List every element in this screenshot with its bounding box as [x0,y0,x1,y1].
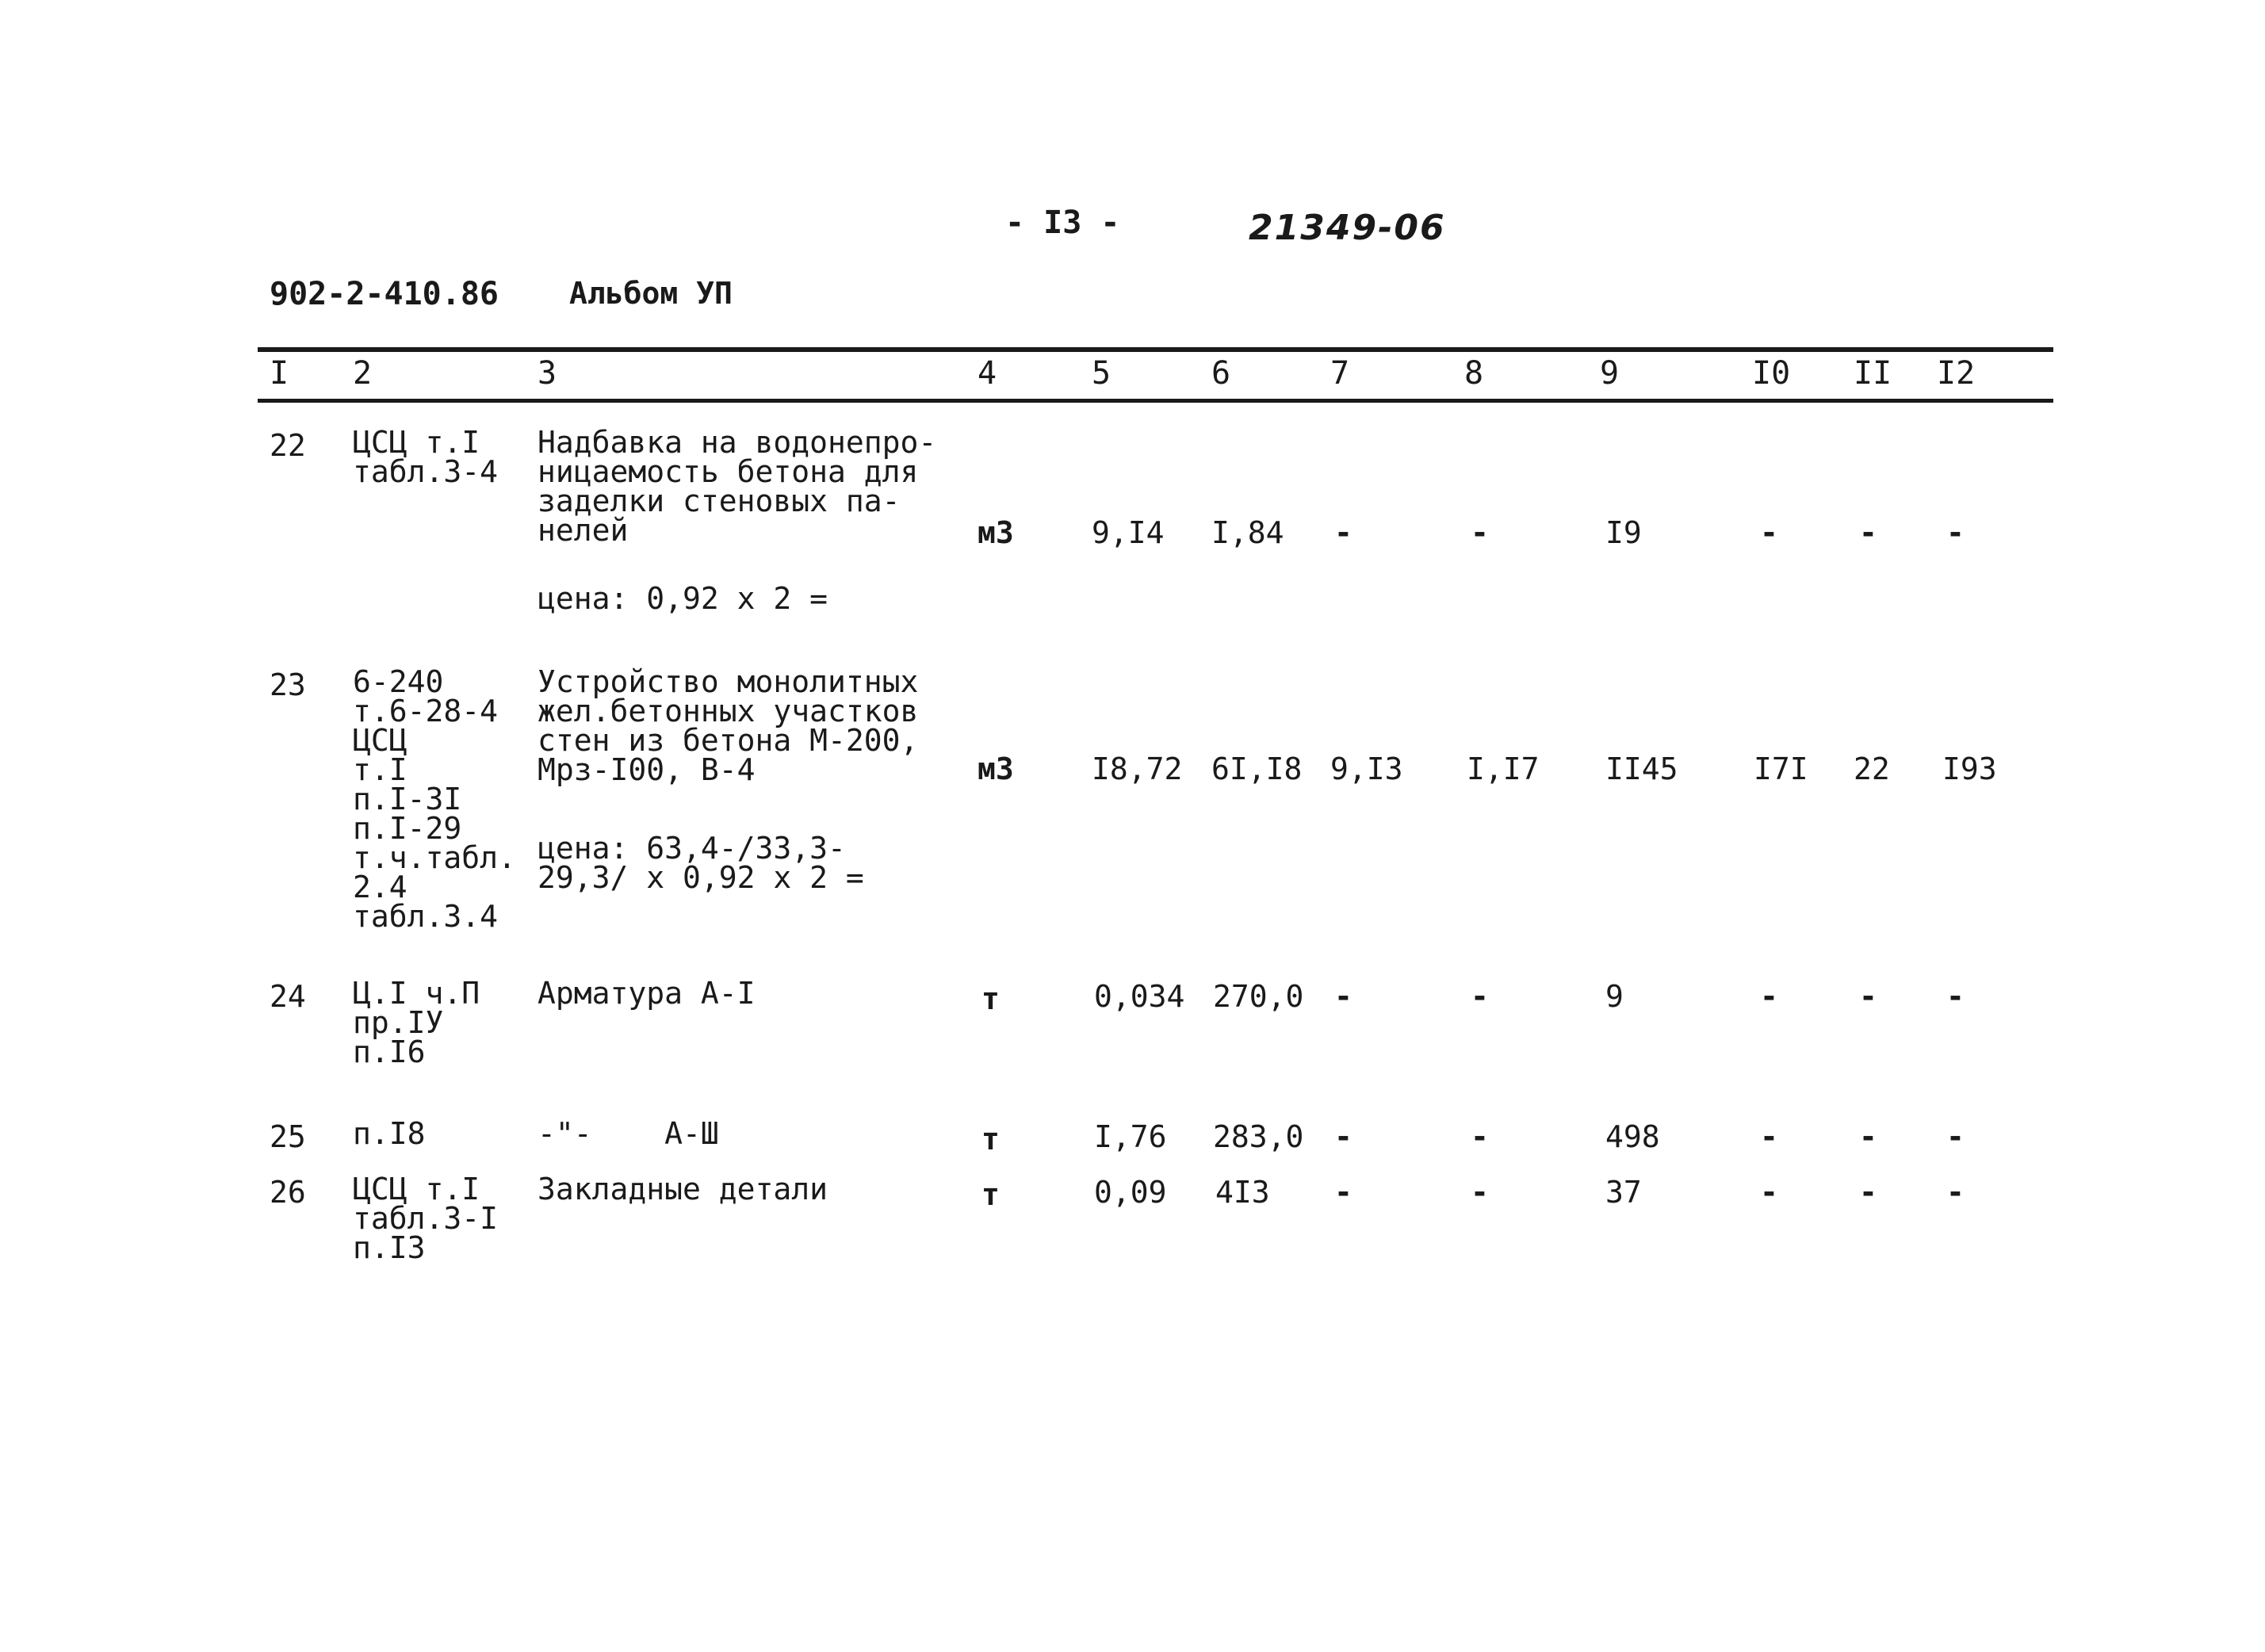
album-label: Альбом УП [569,276,733,311]
cell-col8: - [1471,979,1489,1014]
price-reference: Ц.I ч.П пр.IУ п.I6 [353,976,480,1069]
cell-col6: 270,0 [1213,979,1304,1014]
price-reference: п.I8 [353,1116,426,1151]
row-number: 23 [270,667,306,702]
cell-col10: - [1760,515,1778,550]
col-header-6: 6 [1211,355,1231,392]
col-header-10: I0 [1752,355,1791,392]
price-formula: цена: 0,92 х 2 = [538,581,828,616]
cell-col11: - [1859,1119,1877,1154]
cell-col9: I9 [1605,515,1642,550]
cell-col6: 6I,I8 [1211,751,1303,786]
row-number: 22 [270,428,306,463]
cell-col11: - [1859,979,1877,1014]
cell-col11: - [1859,515,1877,550]
cell-col12: - [1946,515,1965,550]
cell-col12: - [1946,1119,1965,1154]
col-header-3: 3 [538,355,557,392]
cell-col10: - [1760,979,1778,1014]
cell-col7: - [1334,1175,1352,1210]
cell-col8: - [1471,1175,1489,1210]
col-header-11: II [1854,355,1892,392]
cell-col12: I93 [1942,751,1997,786]
handwritten-code: 21349-06 [1249,208,1446,248]
cell-col7: - [1334,1119,1352,1154]
table-top-rule [258,347,2053,352]
work-description: Устройство монолитных жел.бетонных участков стен из бетона М-200, Мрз-I00, В-4 [538,664,919,787]
col-header-2: 2 [353,355,373,392]
cell-col7: - [1334,979,1352,1014]
price-reference: ЦСЦ т.I табл.3-4 [353,425,499,489]
cell-col12: - [1946,979,1965,1014]
work-description: Надбавка на водонепро- ницаемость бетона для заделки стеновых па- нелей [538,425,937,548]
cell-col8: - [1471,1119,1489,1154]
cell-col9: 9 [1605,979,1624,1014]
cell-col11: 22 [1854,751,1890,786]
work-description: Арматура А-I [538,976,756,1011]
cell-col5: 0,09 [1094,1175,1167,1210]
cell-col9: 498 [1605,1119,1660,1154]
cell-col6: 283,0 [1213,1119,1304,1154]
unit: т [981,981,1000,1016]
cell-col10: I7I [1754,751,1808,786]
unit: м3 [978,751,1014,786]
unit: т [981,1122,1000,1157]
col-header-8: 8 [1464,355,1484,392]
unit: м3 [978,515,1014,550]
cell-col7: 9,I3 [1330,751,1403,786]
cell-col7: - [1334,515,1352,550]
cell-col8: I,I7 [1467,751,1540,786]
page-number: - I3 - [1005,205,1120,241]
cell-col9: II45 [1605,751,1678,786]
cell-col12: - [1946,1175,1965,1210]
table-header-rule [258,399,2053,403]
cell-col9: 37 [1605,1175,1642,1210]
row-number: 26 [270,1175,306,1210]
col-header-1: I [270,355,289,392]
cell-col10: - [1760,1175,1778,1210]
col-header-9: 9 [1600,355,1620,392]
row-number: 25 [270,1119,306,1154]
price-formula: цена: 63,4-/33,3- 29,3/ х 0,92 х 2 = [538,831,864,895]
document-code: 902-2-410.86 [270,276,499,312]
cell-col6: I,84 [1211,515,1284,550]
row-number: 24 [270,979,306,1014]
col-header-5: 5 [1092,355,1111,392]
col-header-12: I2 [1937,355,1976,392]
col-header-7: 7 [1330,355,1350,392]
price-reference: ЦСЦ т.I табл.3-I п.I3 [353,1172,499,1265]
cell-col8: - [1471,515,1489,550]
cell-col10: - [1760,1119,1778,1154]
col-header-4: 4 [978,355,997,392]
cell-col5: 0,034 [1094,979,1185,1014]
cell-col5: I8,72 [1092,751,1183,786]
work-description: -"- А-Ш [538,1116,719,1151]
work-description: Закладные детали [538,1172,828,1206]
cell-col5: 9,I4 [1092,515,1165,550]
cell-col11: - [1859,1175,1877,1210]
cell-col5: I,76 [1094,1119,1167,1154]
cell-col6: 4I3 [1215,1175,1270,1210]
price-reference: 6-240 т.6-28-4 ЦСЦ т.I п.I-3I п.I-29 т.ч.табл. 2.4 табл.3.4 [353,664,516,934]
unit: т [981,1177,1000,1212]
